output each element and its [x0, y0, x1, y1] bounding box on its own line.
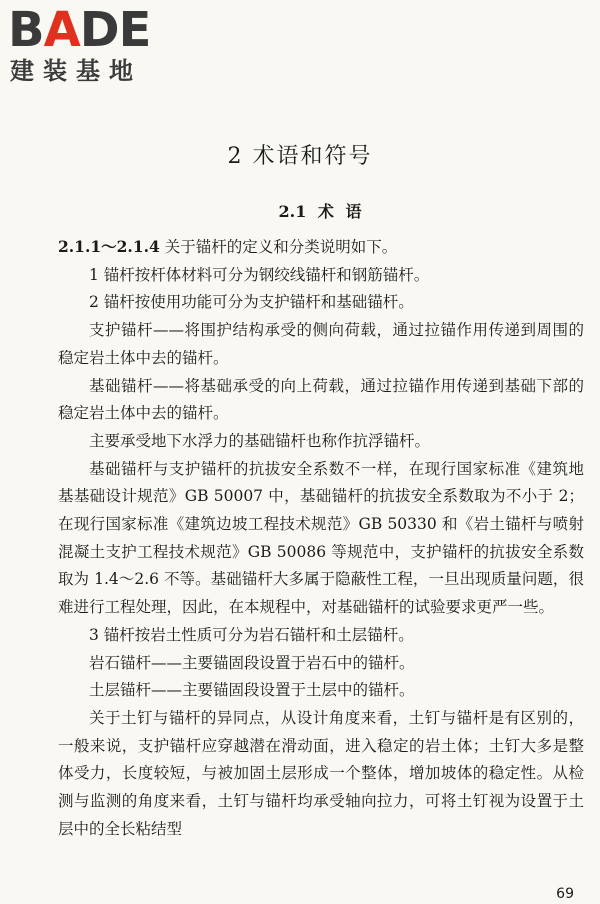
- paragraph: 1 锚杆按杆体材料可分为钢绞线锚杆和钢筋锚杆。: [89, 265, 430, 284]
- paragraph: 岩石锚杆——主要锚固段设置于岩石中的锚杆。: [89, 653, 415, 672]
- paragraph: 3 锚杆按岩土性质可分为岩石锚杆和土层锚杆。: [89, 625, 414, 644]
- page-number: 69: [556, 886, 574, 902]
- brand-logo: [8, 4, 178, 88]
- paragraph: 关于土钉与锚杆的异同点，从设计角度来看，土钉与锚杆是有区别的，一般来说，支护锚杆应穿越潜在滑动面，进入稳定的岩土体；土钉大多是整体受力，长度较短，与被加固土层形成一个整体，增加坡体的稳定性。从检测与监测的角度来看，土钉与锚杆均承受轴向拉力，可将土钉视为设置于土层中的全长粘结型: [58, 708, 584, 838]
- paragraph: 主要承受地下水浮力的基础锚杆也称作抗浮锚杆。: [89, 431, 431, 450]
- paragraph-clause: [58, 233, 584, 262]
- brand-logo-subtitle: 建装基地: [10, 57, 142, 85]
- paragraph: 土层锚杆——主要锚固段设置于土层中的锚杆。: [89, 681, 415, 700]
- clause-number: 2.1.1～2.1.4: [58, 237, 160, 256]
- paragraph: 2 锚杆按使用功能可分为支护锚杆和基础锚杆。: [89, 293, 414, 312]
- paragraph: 基础锚杆——将基础承受的向上荷载，通过拉锚作用传递到基础下部的稳定岩土体中去的锚杆。: [58, 376, 584, 423]
- brand-logo-wordmark: BADE: [8, 2, 151, 58]
- clause-text: 关于锚杆的定义和分类说明如下。: [159, 238, 398, 256]
- chapter-title: 2 术语和符号: [227, 144, 373, 169]
- paragraph: 基础锚杆与支护锚杆的抗拔安全系数不一样，在现行国家标准《建筑地基基础设计规范》GB 50007 中，基础锚杆的抗拔安全系数取为不小于 2；在现行国家标准《建筑边坡工程技术规范》GB 50330 和《岩土锚杆与喷射混凝土支护工程技术规范》GB 50086 等规范中，支护锚杆的抗拔安全系数取为 1.4～2.6 不等。基础锚杆大多属于隐蔽性工程，一旦出现质量问题，很难进行工程处理，因此，在本规程中，对基础锚杆的试验要求更严一些。: [58, 459, 584, 617]
- section-title: 2.1 术 语: [278, 202, 362, 221]
- paragraph: 支护锚杆——将围护结构承受的侧向荷载，通过拉锚作用传递到周围的稳定岩土体中去的锚杆。: [58, 321, 584, 367]
- document-body: [58, 233, 584, 843]
